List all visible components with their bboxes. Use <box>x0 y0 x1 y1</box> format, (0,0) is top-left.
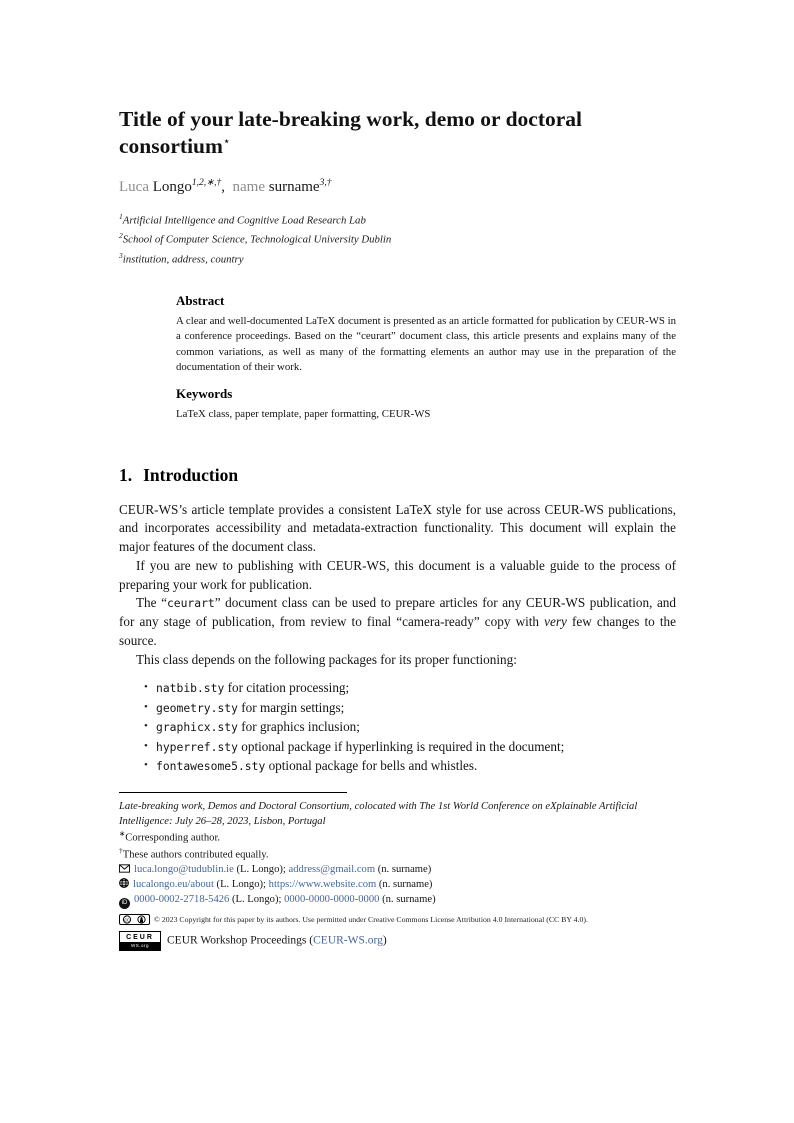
footnote-rule <box>119 792 347 793</box>
email-name-surname: (n. surname) <box>375 864 432 876</box>
paragraph-text: ” document class can be used to prepare articles for any CEUR-WS publication, and for any stage of publication, from review to final “camera-ready” copy with <box>119 595 676 630</box>
orcid-link-longo[interactable]: 0000-0002-2718-5426 <box>134 894 230 906</box>
package-name: hyperref.sty <box>156 739 238 754</box>
affiliation-1 <box>119 211 676 230</box>
ceur-logo-bottom-text: WS.org <box>120 942 160 950</box>
package-name: graphicx.sty <box>156 720 238 735</box>
footnote-area <box>119 792 676 951</box>
intro-paragraph-1: CEUR-WS’s article template provides a consistent LaTeX style for use across CEUR-WS publications, and incorporates accessibility and metadata-extraction functionality. This document will explain the major features of the document class. <box>119 501 676 555</box>
package-name: natbib.sty <box>156 681 225 696</box>
license-line <box>119 912 676 927</box>
affiliation-3-mark: 3 <box>119 250 123 260</box>
ceur-logo-top-text: CEUR <box>126 934 154 942</box>
paper-title <box>119 106 676 160</box>
package-desc: optional package if hyperlinking is required in the document; <box>237 738 565 754</box>
emphasized-word: very <box>544 614 567 630</box>
affiliation-1-mark: 1 <box>119 212 123 222</box>
orcid-name-longo: (L. Longo); <box>229 894 285 906</box>
intro-paragraph-3 <box>119 594 676 650</box>
author-2-marks: 3,† <box>319 178 332 189</box>
title-footnote-mark: ⋆ <box>222 133 231 148</box>
website-link-surname[interactable]: https://www.website.com <box>268 879 377 891</box>
affiliation-list <box>119 211 676 269</box>
keywords-text: LaTeX class, paper template, paper formatting, CEUR-WS <box>176 408 431 421</box>
website-line <box>119 877 676 892</box>
package-item-geometry <box>144 698 676 718</box>
orcid-name-surname: (n. surname) <box>379 894 436 906</box>
email-link-longo[interactable]: luca.longo@tudublin.ie <box>134 864 234 876</box>
section-heading-introduction <box>119 465 676 486</box>
package-item-natbib <box>144 678 676 698</box>
author-separator: , <box>221 179 225 196</box>
author-2-family-name: surname <box>268 179 320 196</box>
affiliation-2-mark: 2 <box>119 231 123 241</box>
paragraph-text: few changes to the source. <box>119 614 676 648</box>
package-desc: for citation processing; <box>224 680 350 696</box>
ceur-ws-logo <box>119 931 161 951</box>
paper-content <box>119 0 676 951</box>
ceur-text: CEUR Workshop Proceedings ( <box>167 934 314 947</box>
equal-text: These authors contributed equally. <box>122 849 269 861</box>
abstract-text: A clear and well-documented LaTeX document is presented as an article formatted for publication by CEUR-WS in a conference proceedings. Based on the “ceurart” document class, this article presents and explains many of the common variations, as well as many of the formatting elements an author may use in the preparation of the documentation of their work. <box>176 315 676 374</box>
package-name: fontawesome5.sty <box>156 759 266 774</box>
section-number: 1. <box>119 464 133 485</box>
affiliation-3 <box>119 250 676 269</box>
globe-icon <box>119 877 129 892</box>
equal-mark: † <box>119 845 123 855</box>
package-desc: for margin settings; <box>237 699 345 715</box>
corresponding-author-note <box>119 829 676 846</box>
author-2 <box>233 179 332 195</box>
ceur-text-close: ) <box>382 934 387 947</box>
intro-paragraph-2: If you are new to publishing with CEUR-WS, this document is a valuable guide to the process of preparing your work for publication. <box>119 557 676 592</box>
author-1-given-name: Luca <box>119 179 149 196</box>
corresponding-text: Corresponding author. <box>125 832 221 844</box>
abstract-heading: Abstract <box>176 293 225 309</box>
ceur-line <box>119 931 676 951</box>
package-item-graphicx <box>144 717 676 737</box>
website-link-longo[interactable]: lucalongo.eu/about <box>133 879 214 891</box>
author-1-family-name: Longo <box>152 179 192 196</box>
abstract-section <box>176 293 676 375</box>
ceur-ws-link[interactable]: CEUR-WS.org <box>313 934 383 947</box>
website-name-longo: (L. Longo); <box>213 879 269 891</box>
affiliation-1-text: Artificial Intelligence and Cognitive Load Research Lab <box>122 214 366 227</box>
keywords-heading: Keywords <box>176 386 233 402</box>
email-line <box>119 862 676 877</box>
paragraph-text: The “ <box>136 595 167 611</box>
paper-title-text: Title of your late-breaking work, demo or doctoral consortium <box>119 107 583 159</box>
package-desc: for graphics inclusion; <box>237 719 360 735</box>
author-line <box>119 177 676 196</box>
intro-paragraph-4: This class depends on the following packages for its proper functioning: <box>136 651 517 667</box>
author-1-marks: 1,2,∗,† <box>191 178 222 189</box>
conference-note: Late-breaking work, Demos and Doctoral Consortium, colocated with The 1st World Conference on eXplainable Artificial Intelligence: July 26–28, 2023, Lisbon, Portugal <box>119 800 638 827</box>
orcid-link-surname[interactable]: 0000-0000-0000-0000 <box>284 894 380 906</box>
email-link-surname[interactable]: address@gmail.com <box>288 864 376 876</box>
package-desc: optional package for bells and whistles. <box>265 758 478 774</box>
envelope-icon <box>119 862 130 877</box>
affiliation-2 <box>119 230 676 249</box>
cc-by-license-icon <box>119 912 150 927</box>
section-title: Introduction <box>143 464 239 485</box>
keywords-section <box>176 386 676 422</box>
license-text: © 2023 Copyright for this paper by its authors. Use permitted under Creative Commons License Attribution 4.0 International (CC BY 4.0). <box>154 915 588 925</box>
equal-contribution-note <box>119 846 676 863</box>
package-list <box>119 678 676 776</box>
affiliation-3-text: institution, address, country <box>122 253 244 266</box>
corresponding-mark: ∗ <box>119 829 126 839</box>
package-name: geometry.sty <box>156 700 238 715</box>
orcid-line <box>119 892 676 909</box>
package-item-fontawesome <box>144 756 676 776</box>
orcid-icon: iD <box>119 898 130 909</box>
package-item-hyperref <box>144 737 676 757</box>
author-1 <box>119 179 225 195</box>
email-name-longo: (L. Longo); <box>233 864 289 876</box>
affiliation-2-text: School of Computer Science, Technological University Dublin <box>122 234 392 247</box>
website-name-surname: (n. surname) <box>376 879 433 891</box>
author-2-given-name: name <box>232 179 265 196</box>
ceurart-class-name: ceurart <box>166 596 215 611</box>
svg-text:cc: cc <box>124 917 130 924</box>
